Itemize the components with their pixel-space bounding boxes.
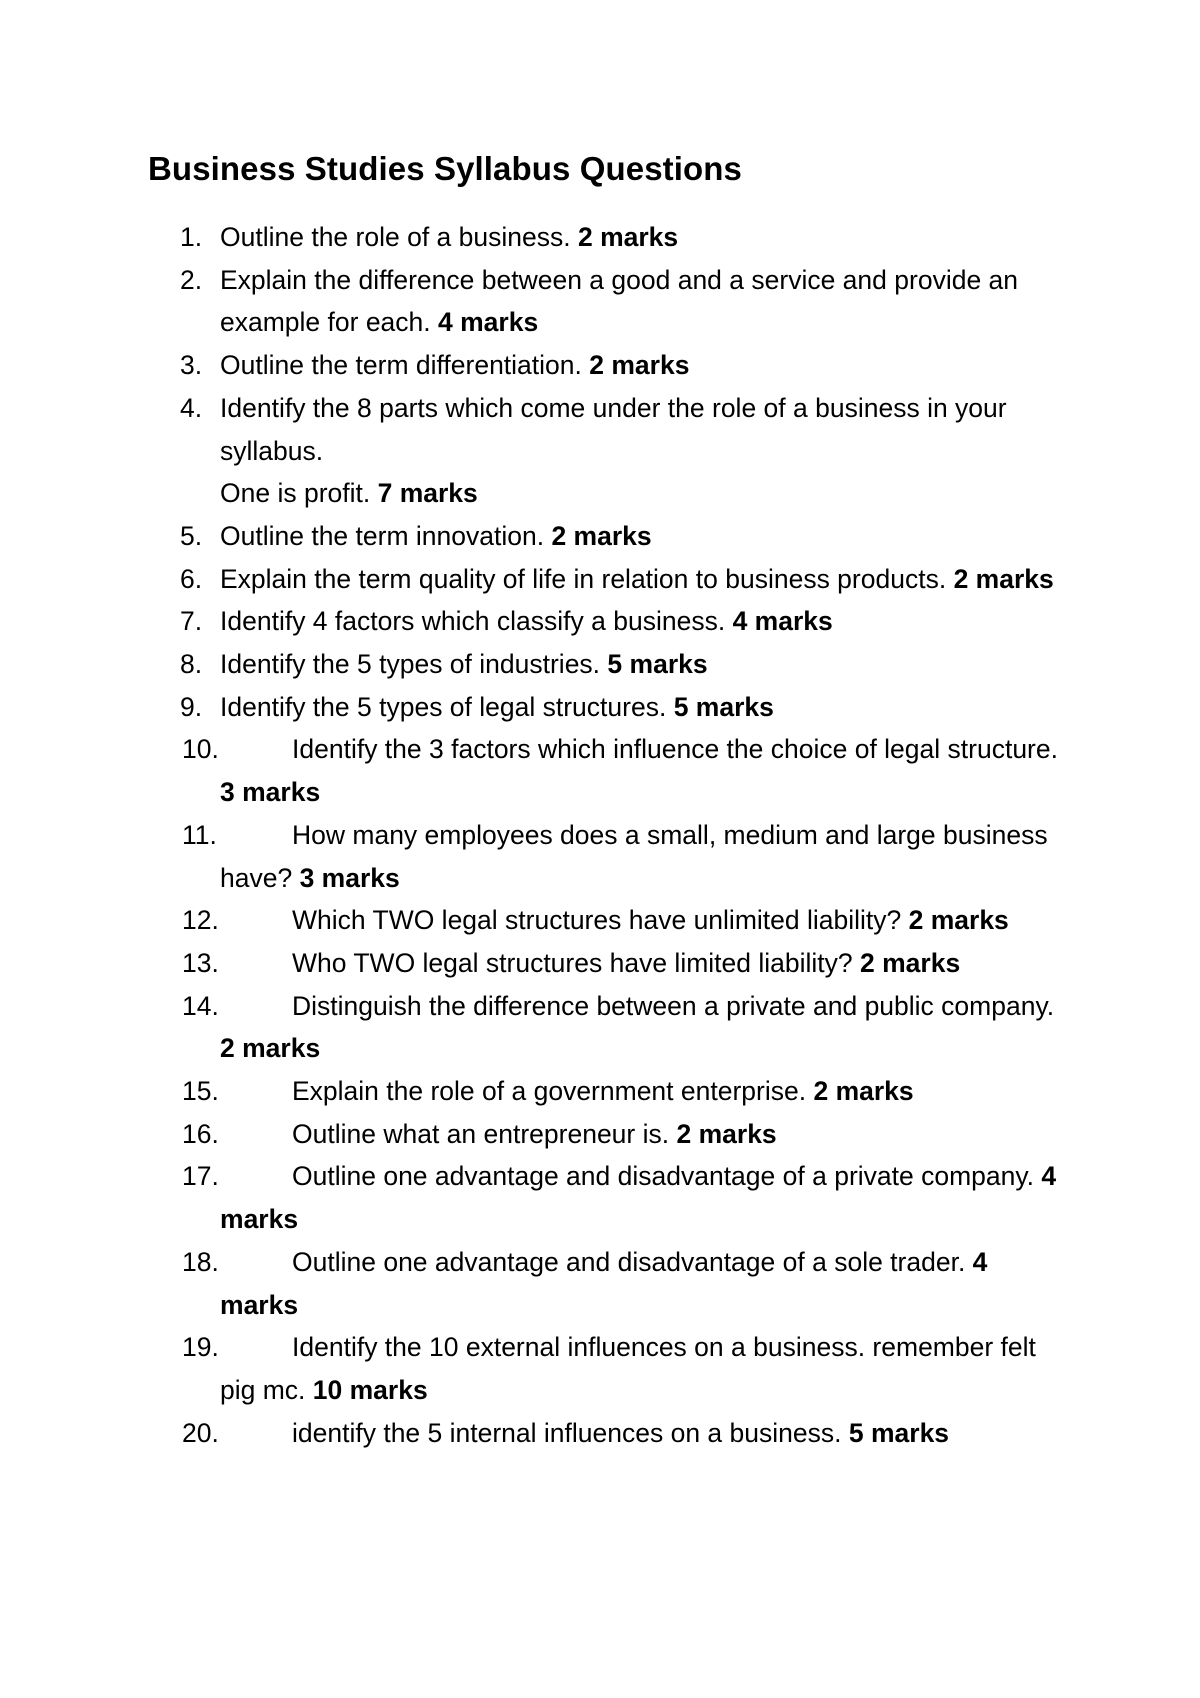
question-text: Outline the term innovation. [220, 520, 552, 551]
question-marks: 5 marks [607, 649, 708, 680]
question-item [180, 985, 1060, 1070]
question-number: 14. [182, 990, 219, 1021]
question-number: 13. [182, 947, 219, 978]
question-number: 9. [180, 691, 203, 722]
question-text: Outline one advantage and disadvantage of a sole trader. [292, 1246, 973, 1277]
question-text: Who TWO legal structures have limited liability? [292, 947, 860, 978]
question-item [180, 1241, 1060, 1326]
question-marks: 4 marks [220, 1246, 988, 1320]
question-item [180, 558, 1060, 601]
question-text: Identify the 10 external influences on a business. remember felt pig mc. [220, 1332, 1036, 1405]
question-item [180, 942, 1060, 985]
question-number: 8. [180, 649, 203, 680]
question-marks: 2 marks [676, 1118, 777, 1149]
question-text: Identify the 5 types of industries. [220, 649, 608, 680]
question-text: How many employees does a small, medium and large business have? [220, 819, 1048, 893]
question-marks: 2 marks [577, 222, 679, 252]
question-marks: 4 marks [732, 606, 833, 637]
question-text: Explain the difference between a good and a service and provide an example for each. [220, 264, 1019, 338]
question-number: 18. [182, 1246, 219, 1277]
question-marks: 2 marks [589, 350, 690, 381]
question-item [180, 216, 1060, 259]
question-number: 19. [182, 1332, 219, 1363]
question-number: 2. [180, 264, 203, 295]
question-item [180, 1412, 1060, 1455]
page-title: Business Studies Syllabus Questions [148, 150, 743, 187]
question-text: Identify the 8 parts which come under the role of a business in your syllabus. [220, 392, 1007, 466]
question-text: Identify the 3 factors which influence the choice of legal structure. [292, 734, 1058, 765]
question-item [180, 600, 1060, 643]
question-number: 20. [182, 1417, 219, 1448]
question-text: Which TWO legal structures have unlimited liability? [292, 905, 909, 936]
question-number: 10. [182, 734, 219, 765]
question-marks: 2 marks [908, 905, 1009, 936]
question-text: Outline one advantage and disadvantage of a private company. [292, 1161, 1042, 1192]
question-extra-text: One is profit. [220, 478, 378, 509]
question-item [180, 1070, 1060, 1113]
question-text: identify the 5 internal influences on a business. [292, 1417, 849, 1448]
question-list [180, 216, 1060, 1454]
question-item [180, 814, 1060, 899]
question-number: 4. [180, 392, 203, 423]
question-item [180, 643, 1060, 686]
question-number: 5. [180, 520, 203, 551]
question-text: Explain the role of a government enterprise. [292, 1076, 814, 1107]
question-item [180, 515, 1060, 558]
question-item [180, 387, 1060, 515]
question-marks: 2 marks [953, 563, 1054, 594]
question-text: Identify 4 factors which classify a business. [220, 606, 733, 637]
question-item [180, 1113, 1060, 1156]
question-text: Explain the term quality of life in relation to business products. [220, 563, 954, 594]
question-marks: 10 marks [312, 1374, 428, 1405]
question-number: 12. [182, 905, 219, 936]
question-number: 16. [182, 1118, 219, 1149]
question-marks: 5 marks [848, 1417, 950, 1448]
question-number: 11. [182, 819, 217, 850]
question-number: 3. [180, 350, 203, 381]
question-marks: 4 marks [438, 307, 539, 338]
question-number: 15. [182, 1076, 219, 1107]
question-text: Distinguish the difference between a private and public company. [292, 990, 1055, 1021]
question-marks: 2 marks [860, 947, 961, 978]
question-item [180, 728, 1060, 813]
question-text: Outline the role of a business. [220, 222, 578, 252]
question-text: Outline what an entrepreneur is. [292, 1118, 677, 1149]
question-item [180, 1326, 1060, 1411]
question-number: 7. [180, 606, 203, 637]
question-item [180, 899, 1060, 942]
question-marks: 4 marks [220, 1161, 1057, 1235]
question-item [180, 344, 1060, 387]
question-marks: 3 marks [299, 862, 400, 893]
question-number: 1. [180, 222, 203, 252]
question-marks: 5 marks [673, 691, 774, 722]
question-marks: 2 marks [813, 1076, 914, 1107]
question-item [180, 1155, 1060, 1240]
question-marks: 2 marks [220, 1033, 321, 1064]
question-number: 6. [180, 563, 203, 594]
question-marks: 7 marks [377, 478, 478, 509]
question-marks: 3 marks [220, 777, 321, 808]
question-item [180, 686, 1060, 729]
question-item [180, 259, 1060, 344]
question-text: Outline the term differentiation. [220, 350, 590, 381]
question-marks: 2 marks [551, 520, 652, 551]
question-text: Identify the 5 types of legal structures. [220, 691, 674, 722]
question-number: 17. [182, 1161, 219, 1192]
